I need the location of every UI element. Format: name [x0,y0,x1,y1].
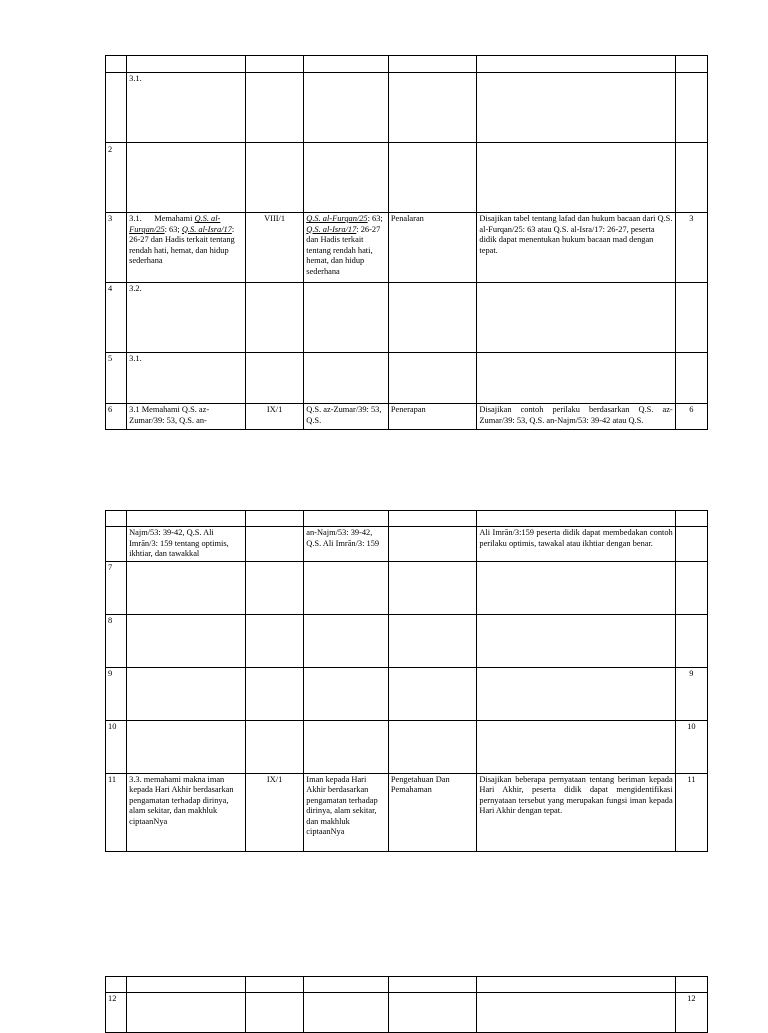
kelas-cell [245,143,303,213]
level-cell [388,353,477,404]
no-soal-cell: 3 [675,213,707,283]
kd-mid-1: : 63; [164,224,180,234]
table-row [106,667,708,720]
table-header-row [106,977,708,993]
table-row [106,404,708,430]
materi-cell [304,283,389,353]
kd-cell [127,993,246,1033]
no-soal-cell: 12 [675,993,707,1033]
level-cell [388,561,477,614]
kd-cell [127,614,246,667]
no-soal-cell: 10 [675,720,707,773]
materi-cell [304,143,389,213]
kelas-cell [245,720,303,773]
no-soal-cell [675,614,707,667]
row-number: 12 [106,993,127,1033]
materi-surah-ref-2: Q.S. al-Isra/17 [306,224,357,234]
kd-number: 3.1. [129,214,142,223]
materi-tail: : 26-27 dan Hadis terkait tentang rendah hati, hemat, dan hidup sederhana [306,224,381,276]
row-number: 4 [106,283,127,353]
indikator-cell [477,283,675,353]
kelas-cell [245,614,303,667]
row-number: 7 [106,561,127,614]
materi-mid-1: : 63; [367,214,383,223]
indikator-cell [477,993,675,1033]
indikator-cell: Disajikan beberapa pernyataan tentang beriman kepada Hari Akhir, peserta didik dapat mengidentifikasi pernyataan tersebut yang merupakan fungsi iman kepada Hari Akhir dengan tepat. [477,773,675,851]
row-number: 8 [106,614,127,667]
table-row [106,283,708,353]
kelas-cell: VIII/1 [245,213,303,283]
kd-tail: : 26-27 dan Hadis terkait tentang rendah hati, hemat, dan hidup sederhana [129,224,235,265]
row-number [106,527,127,562]
no-soal-cell: 9 [675,667,707,720]
materi-cell [304,667,389,720]
table-row [106,527,708,562]
materi-cell: Q.S. az-Zumar/39: 53, Q.S. [304,404,389,430]
indikator-cell [477,353,675,404]
row-number [106,73,127,143]
materi-cell [304,561,389,614]
row-number [106,143,127,213]
row-number: 6 [106,404,127,430]
kisi-kisi-table-1 [105,55,708,430]
materi-cell: Iman kepada Hari Akhir berdasarkan pengamatan terhadap dirinya, alam sekitar, dan makhluk ciptaanNya [304,773,389,851]
kd-verb: Memahami [154,214,193,223]
no-soal-cell [675,561,707,614]
table-row [106,614,708,667]
table-row [106,561,708,614]
indikator-cell: Disajikan tabel tentang lafad dan hukum bacaan dari Q.S. al-Furqan/25: 63 atau Q.S. al-Isra/17: 26-27, peserta didik dapat menentukan hukum bacaan mad dengan tepat. [477,213,675,283]
row-number: 10 [106,720,127,773]
kisi-kisi-table-2 [105,510,708,852]
level-cell: Penerapan [388,404,477,430]
table-row [106,143,708,213]
table-row [106,213,708,283]
table-row [106,773,708,851]
materi-cell [304,720,389,773]
kd-cell [127,667,246,720]
indikator-cell [477,73,675,143]
level-cell [388,993,477,1033]
kd-cell: Najm/53: 39-42, Q.S. Ali Imrān/3: 159 tentang optimis, ikhtiar, dan tawakkal [127,527,246,562]
materi-cell [304,73,389,143]
indikator-cell [477,143,675,213]
kd-surah-ref-2: Q.S. al-Isra/17 [181,224,232,234]
row-number: 9 [106,667,127,720]
kelas-cell [245,561,303,614]
row-number-text: 2 [108,145,113,154]
indikator-cell [477,667,675,720]
indikator-cell [477,614,675,667]
indikator-cell: Ali Imrān/3:159 peserta didik dapat membedakan contoh perilaku optimis, tawakal atau ikhtiar dengan benar. [477,527,675,562]
level-cell: Pengetahuan Dan Pemahaman [388,773,477,851]
kelas-cell: IX/1 [245,773,303,851]
kelas-cell: IX/1 [245,404,303,430]
kd-cell [127,561,246,614]
level-cell [388,73,477,143]
kd-cell: 3.3. memahami makna iman kepada Hari Akhir berdasarkan pengamatan terhadap dirinya, alam sekitar, dan makhluk ciptaanNya [127,773,246,851]
kelas-cell [245,993,303,1033]
kelas-cell [245,73,303,143]
row-number: 5 [106,353,127,404]
row-number: 3 [106,213,127,283]
materi-surah-ref-1: Q.S. al-Furqan/25 [306,214,368,223]
level-cell [388,720,477,773]
row-number: 11 [106,773,127,851]
table-header-row [106,56,708,73]
materi-cell [304,353,389,404]
no-soal-cell: 6 [675,404,707,430]
no-soal-cell: 11 [675,773,707,851]
level-cell [388,614,477,667]
kd-cell: 3.1. [127,353,246,404]
no-soal-cell [675,73,707,143]
level-cell [388,143,477,213]
kd-cell: 3.1 Memahami Q.S. az-Zumar/39: 53, Q.S. an- [127,404,246,430]
no-soal-cell [675,527,707,562]
indikator-cell [477,561,675,614]
no-soal-cell [675,353,707,404]
no-soal-cell [675,143,707,213]
materi-cell [304,213,389,283]
table-header-row [106,511,708,527]
table-row [106,73,708,143]
kisi-kisi-table-3 [105,976,708,1033]
level-cell [388,527,477,562]
kd-cell: 3.2. [127,283,246,353]
indikator-cell [477,720,675,773]
level-cell: Penalaran [388,213,477,283]
kelas-cell [245,283,303,353]
kd-cell: 3.1. [127,73,246,143]
indikator-cell: Disajikan contoh perilaku berdasarkan Q.S. az-Zumar/39: 53, Q.S. an-Najm/53: 39-42 atau Q.S. [477,404,675,430]
materi-cell: an-Najm/53: 39-42, Q.S. Ali Imrān/3: 159 [304,527,389,562]
kd-cell [127,720,246,773]
table-row [106,720,708,773]
level-cell [388,283,477,353]
materi-cell [304,614,389,667]
table-row [106,353,708,404]
kelas-cell [245,527,303,562]
kd-cell [127,213,246,283]
kd-cell [127,143,246,213]
kelas-cell [245,353,303,404]
kd-surah-ref-1: Q.S. al-Furqan/25 [129,214,221,234]
materi-cell [304,993,389,1033]
level-cell [388,667,477,720]
table-row [106,993,708,1033]
no-soal-cell [675,283,707,353]
kelas-cell [245,667,303,720]
